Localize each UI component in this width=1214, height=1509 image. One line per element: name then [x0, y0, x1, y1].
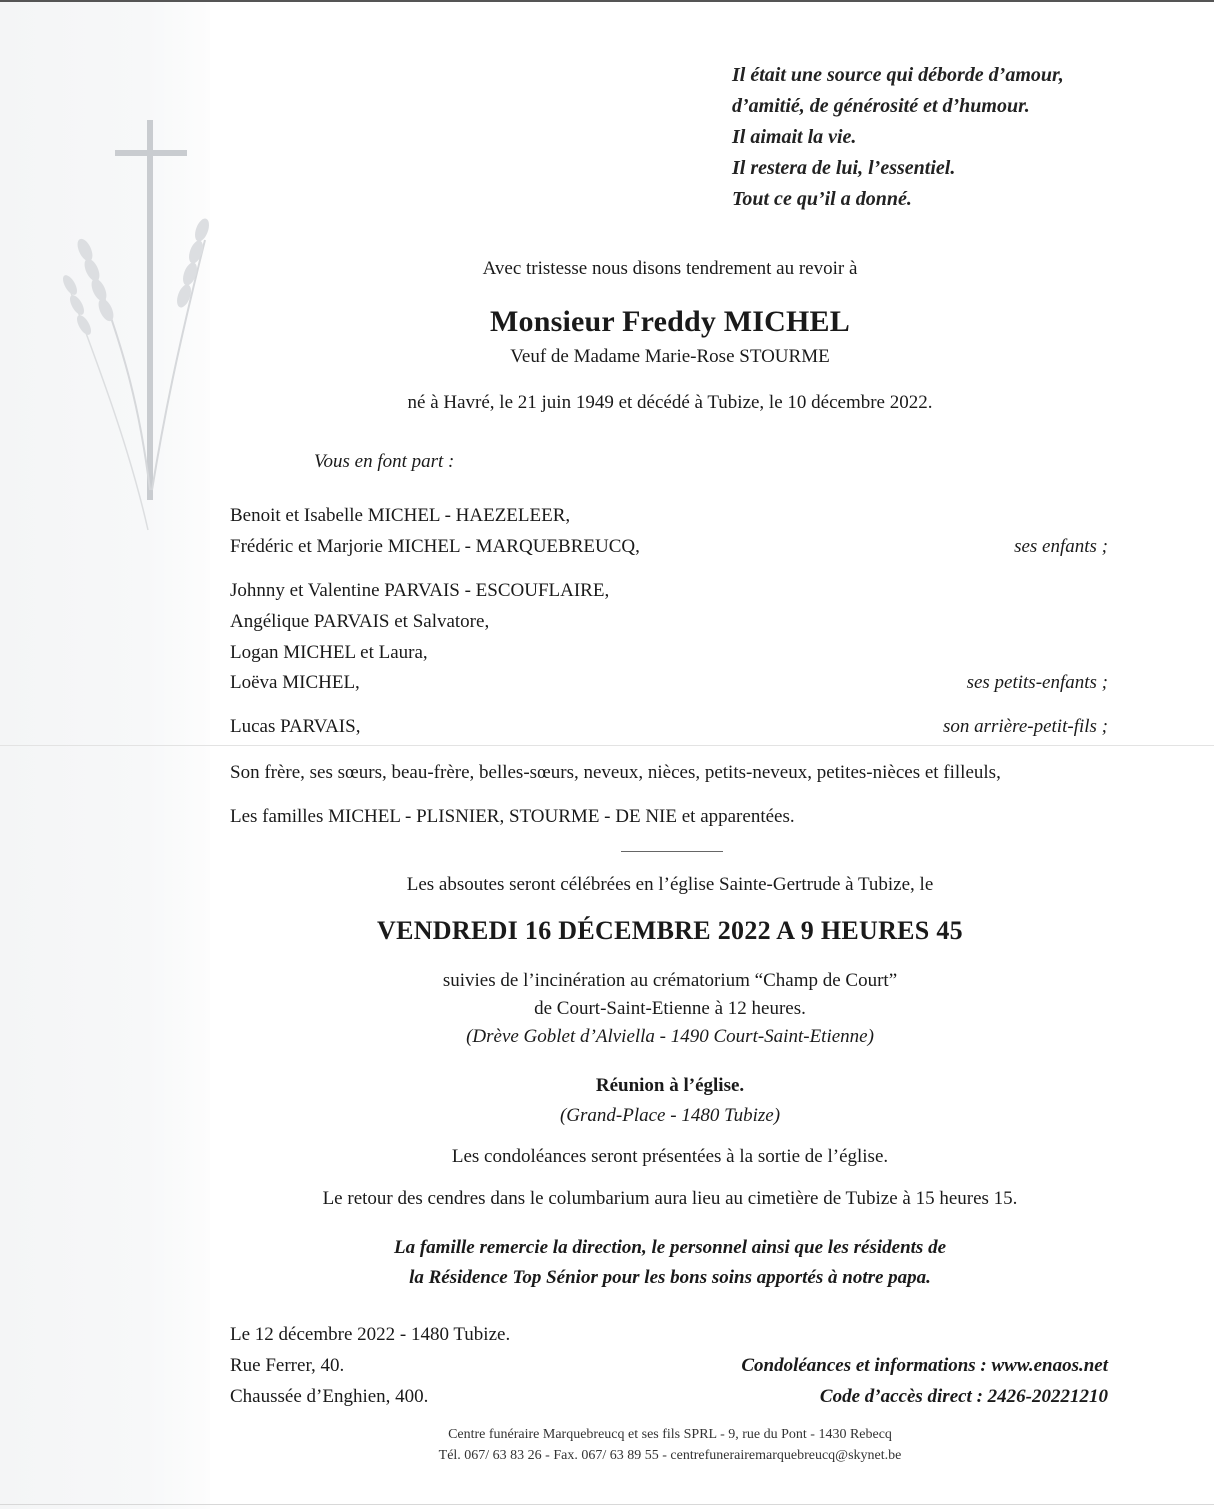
online-condolences: Condoléances et informations : www.enaos.net — [741, 1355, 1108, 1376]
cremation-info — [0, 967, 1214, 1051]
poem-line: d’amitié, de générosité et d’humour. — [732, 95, 1030, 117]
top-border — [0, 0, 1214, 2]
siblings-line: Son frère, ses sœurs, beau-frère, belles-sœurs, neveux, nièces, petits-neveux, petites-nièces et filleuls, — [230, 762, 1001, 783]
thanks-line: la Résidence Top Sénior pour les bons soins apportés à notre papa. — [409, 1267, 931, 1288]
ceremony-intro: Les absoutes seront célébrées en l’église Sainte-Gertrude à Tubize, le — [406, 874, 934, 895]
funeral-home-footer — [0, 1424, 1214, 1466]
reunion-text: Réunion à l’église. — [595, 1075, 745, 1096]
access-code: Code d’accès direct : 2426-20221210 — [819, 1386, 1108, 1407]
thanks-text — [0, 1233, 1214, 1293]
ashes-text: Le retour des cendres dans le columbarium aura lieu au cimetière de Tubize à 15 heures 15. — [322, 1188, 1018, 1209]
poem-line: Tout ce qu’il a donné. — [732, 188, 912, 210]
separator — [621, 851, 723, 852]
fold-line — [0, 745, 1214, 746]
bottom-border — [0, 1504, 1214, 1505]
poem-line: Il aimait la vie. — [732, 126, 857, 148]
poem-line: Il était une source qui déborde d’amour, — [732, 64, 1064, 86]
birth-death-text: né à Havré, le 21 juin 1949 et décédé à Tubize, le 10 décembre 2022. — [407, 392, 933, 413]
footer-line: Centre funéraire Marquebreucq et ses fils SPRL - 9, rue du Pont - 1430 Rebecq — [448, 1427, 892, 1442]
families-line: Les familles MICHEL - PLISNIER, STOURME - DE NIE et apparentées. — [230, 806, 795, 827]
widow-text: Veuf de Madame Marie-Rose STOURME — [510, 346, 830, 367]
footer-line: Tél. 067/ 63 83 26 - Fax. 067/ 63 89 55 - centrefunerairemarquebreucq@skynet.be — [438, 1448, 902, 1463]
family-line: Benoit et Isabelle MICHEL - HAEZELEER, — [230, 505, 571, 526]
family-line: Loëva MICHEL, — [230, 672, 360, 693]
family-line: Frédéric et Marjorie MICHEL - MARQUEBREUCQ, — [230, 536, 640, 557]
deceased-name: Monsieur Freddy MICHEL — [490, 305, 850, 338]
online-info — [741, 1350, 1108, 1412]
poem-line: Il restera de lui, l’essentiel. — [732, 157, 956, 179]
address-street-2: Chaussée d’Enghien, 400. — [230, 1386, 429, 1407]
address-street-1: Rue Ferrer, 40. — [230, 1355, 345, 1376]
thanks-line: La famille remercie la direction, le personnel ainsi que les résidents de — [393, 1237, 946, 1258]
family-address — [230, 1319, 510, 1412]
family-line: Logan MICHEL et Laura, — [230, 642, 428, 663]
condolences-text: Les condoléances seront présentées à la sortie de l’église. — [451, 1146, 889, 1167]
family-line: Lucas PARVAIS, — [230, 716, 361, 737]
reunion-info — [0, 1071, 1214, 1131]
cremation-address: (Drève Goblet d’Alviella - 1490 Court-Saint-Etienne) — [466, 1026, 874, 1047]
relation-label: son arrière-petit-fils ; — [943, 716, 1108, 737]
cremation-line: suivies de l’incinération au crématorium “Champ de Court” — [442, 970, 898, 991]
poem — [732, 60, 1064, 215]
family-line: Johnny et Valentine PARVAIS - ESCOUFLAIRE, — [230, 580, 610, 601]
intro-text: Avec tristesse nous disons tendrement au revoir à — [482, 258, 858, 279]
family-line: Angélique PARVAIS et Salvatore, — [230, 611, 490, 632]
announce-text: Vous en font part : — [314, 451, 455, 472]
ceremony-date: VENDREDI 16 DÉCEMBRE 2022 A 9 HEURES 45 — [377, 916, 963, 945]
address-date-place: Le 12 décembre 2022 - 1480 Tubize. — [230, 1324, 511, 1345]
relation-label: ses petits-enfants ; — [966, 672, 1108, 693]
reunion-address: (Grand-Place - 1480 Tubize) — [559, 1105, 781, 1126]
cremation-line: de Court-Saint-Etienne à 12 heures. — [534, 998, 806, 1019]
relation-label: ses enfants ; — [1014, 536, 1108, 557]
